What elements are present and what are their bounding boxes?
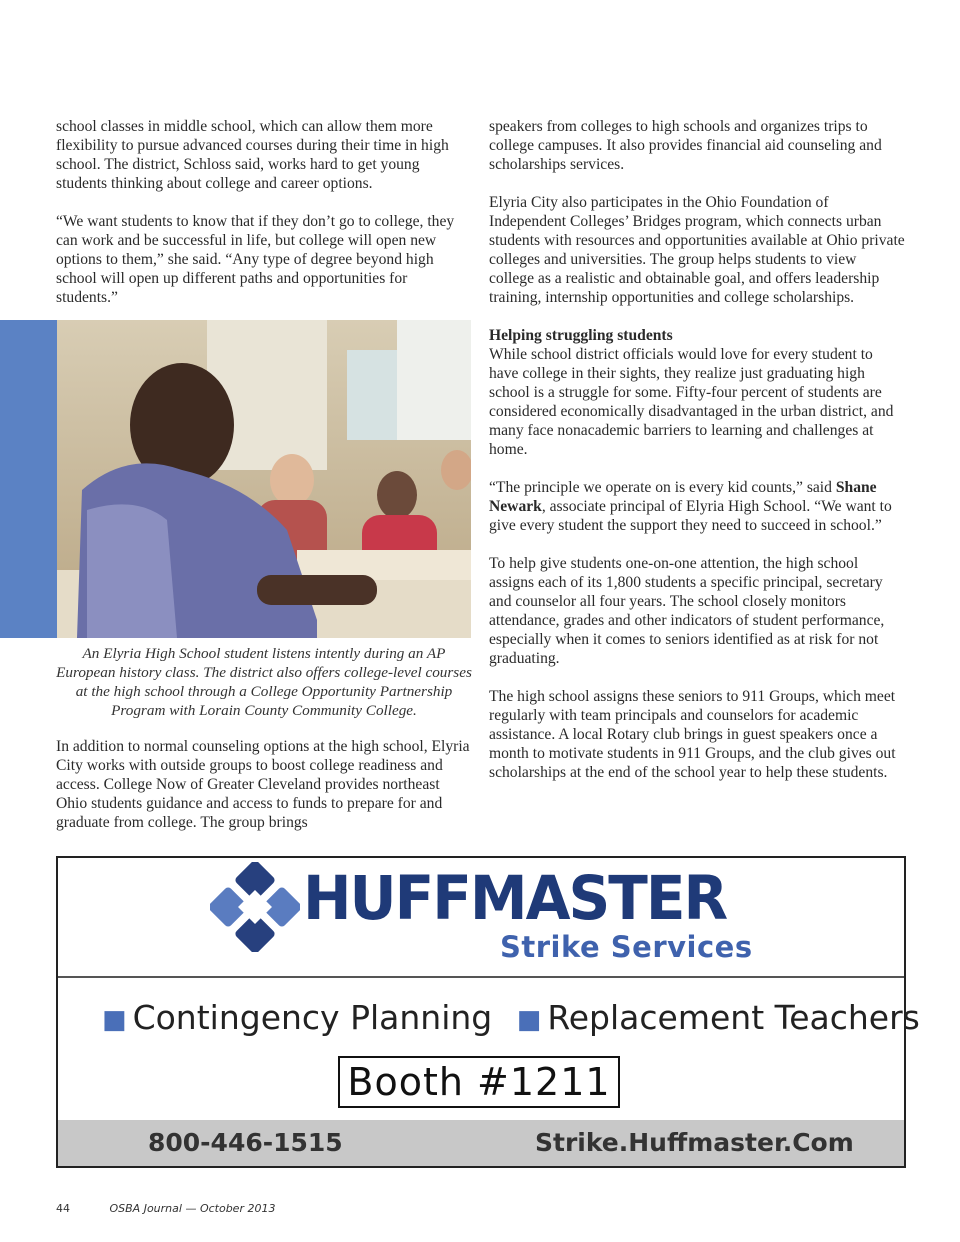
publication-info: OSBA Journal — October 2013 xyxy=(109,1202,276,1215)
service-label: Contingency Planning xyxy=(132,998,493,1037)
service-item xyxy=(102,998,492,1040)
paragraph xyxy=(489,478,905,535)
page-footer xyxy=(56,1202,275,1215)
brand-subtitle: Strike Services xyxy=(500,930,753,964)
accent-bar xyxy=(0,320,57,638)
bullet-icon: ■ xyxy=(102,1004,127,1035)
ad-contact-bar xyxy=(58,1120,904,1166)
website-link[interactable]: Strike.Huffmaster.Com xyxy=(535,1128,854,1157)
paragraph: To help give students one-on-one attention, the high school assigns each of its 1,800 students a specific principal, secretary and counselor all four years. The school closely monitors attendance, grades and other indicators of student performance, especially when it comes to seniors identified as at risk for not graduating. xyxy=(489,555,885,667)
bullet-icon: ■ xyxy=(516,1004,542,1035)
section-heading: Helping struggling students xyxy=(489,327,673,344)
quote-rest: , associate principal of Elyria High School. “We want to give every student the support they need to succeed in school.” xyxy=(489,498,892,534)
ad-header xyxy=(58,858,904,978)
paragraph: In addition to normal counseling options at the high school, Elyria City works with outside groups to boost college readiness and access. College Now of Greater Cleveland provides northeast Ohio students guidance and access to funds to prepare for and graduate from college. The group brings xyxy=(56,738,470,831)
brand-name: HUFFMASTER xyxy=(303,862,727,934)
quote-lead: “The principle we operate on is every kid counts,” said xyxy=(489,479,836,496)
photo-caption: An Elyria High School student listens intently during an AP European history class. The district also offers college-level courses at the high school through a College Opportunity Partnership Program with Lorain County Community College. xyxy=(56,645,472,719)
paragraph: school classes in middle school, which can allow them more flexibility to pursue advanced courses during their time in high school. The district, Schloss said, works hard to get young students thinking about college and career options. xyxy=(56,118,449,192)
left-column-top xyxy=(56,117,472,326)
huffmaster-advertisement xyxy=(56,856,920,1168)
booth-number: Booth #1211 xyxy=(338,1056,620,1108)
section xyxy=(489,326,905,459)
classroom-photo xyxy=(57,320,471,638)
paragraph: “We want students to know that if they don’t go to college, they can work and be successful in life, but college will open new options to them,” she said. “Any type of degree beyond high school will open up different paths and opportunities for students.” xyxy=(56,213,455,306)
huffmaster-logo-icon xyxy=(210,862,300,952)
services-list xyxy=(102,998,920,1040)
person-name: Shane Newark xyxy=(489,479,877,515)
service-item xyxy=(517,998,920,1040)
left-column-bottom xyxy=(56,737,472,851)
paragraph-text: While school district officials would love for every student to have college in their sights, they realize just graduating high school is a struggle for some. Fifty-four percent of students are considered economically disadvantaged in the urban district, and many face nonacademic barriers to learning and challenges at home. xyxy=(489,346,894,458)
photo-illustration xyxy=(57,320,471,638)
paragraph: speakers from colleges to high schools and organizes trips to college campuses. It also provides financial aid counseling and scholarships services. xyxy=(489,118,882,173)
page-number: 44 xyxy=(56,1202,70,1215)
paragraph: Elyria City also participates in the Ohio Foundation of Independent Colleges’ Bridges program, which connects urban students with resources and opportunities available at Ohio private colleges and universities. The group helps students to view college as a realistic and obtainable goal, and offers leadership training, internship opportunities and college scholarships. xyxy=(489,194,905,306)
phone-number: 800-446-1515 xyxy=(148,1128,343,1157)
right-column xyxy=(489,117,905,801)
service-label: Replacement Teachers xyxy=(547,998,920,1037)
paragraph: The high school assigns these seniors to 911 Groups, which meet regularly with team principals and counselors for academic assistance. A local Rotary club brings in guest speakers once a month to motivate students in 911 Groups, and the club gives out scholarships at the end of the school year to help these students. xyxy=(489,688,896,781)
